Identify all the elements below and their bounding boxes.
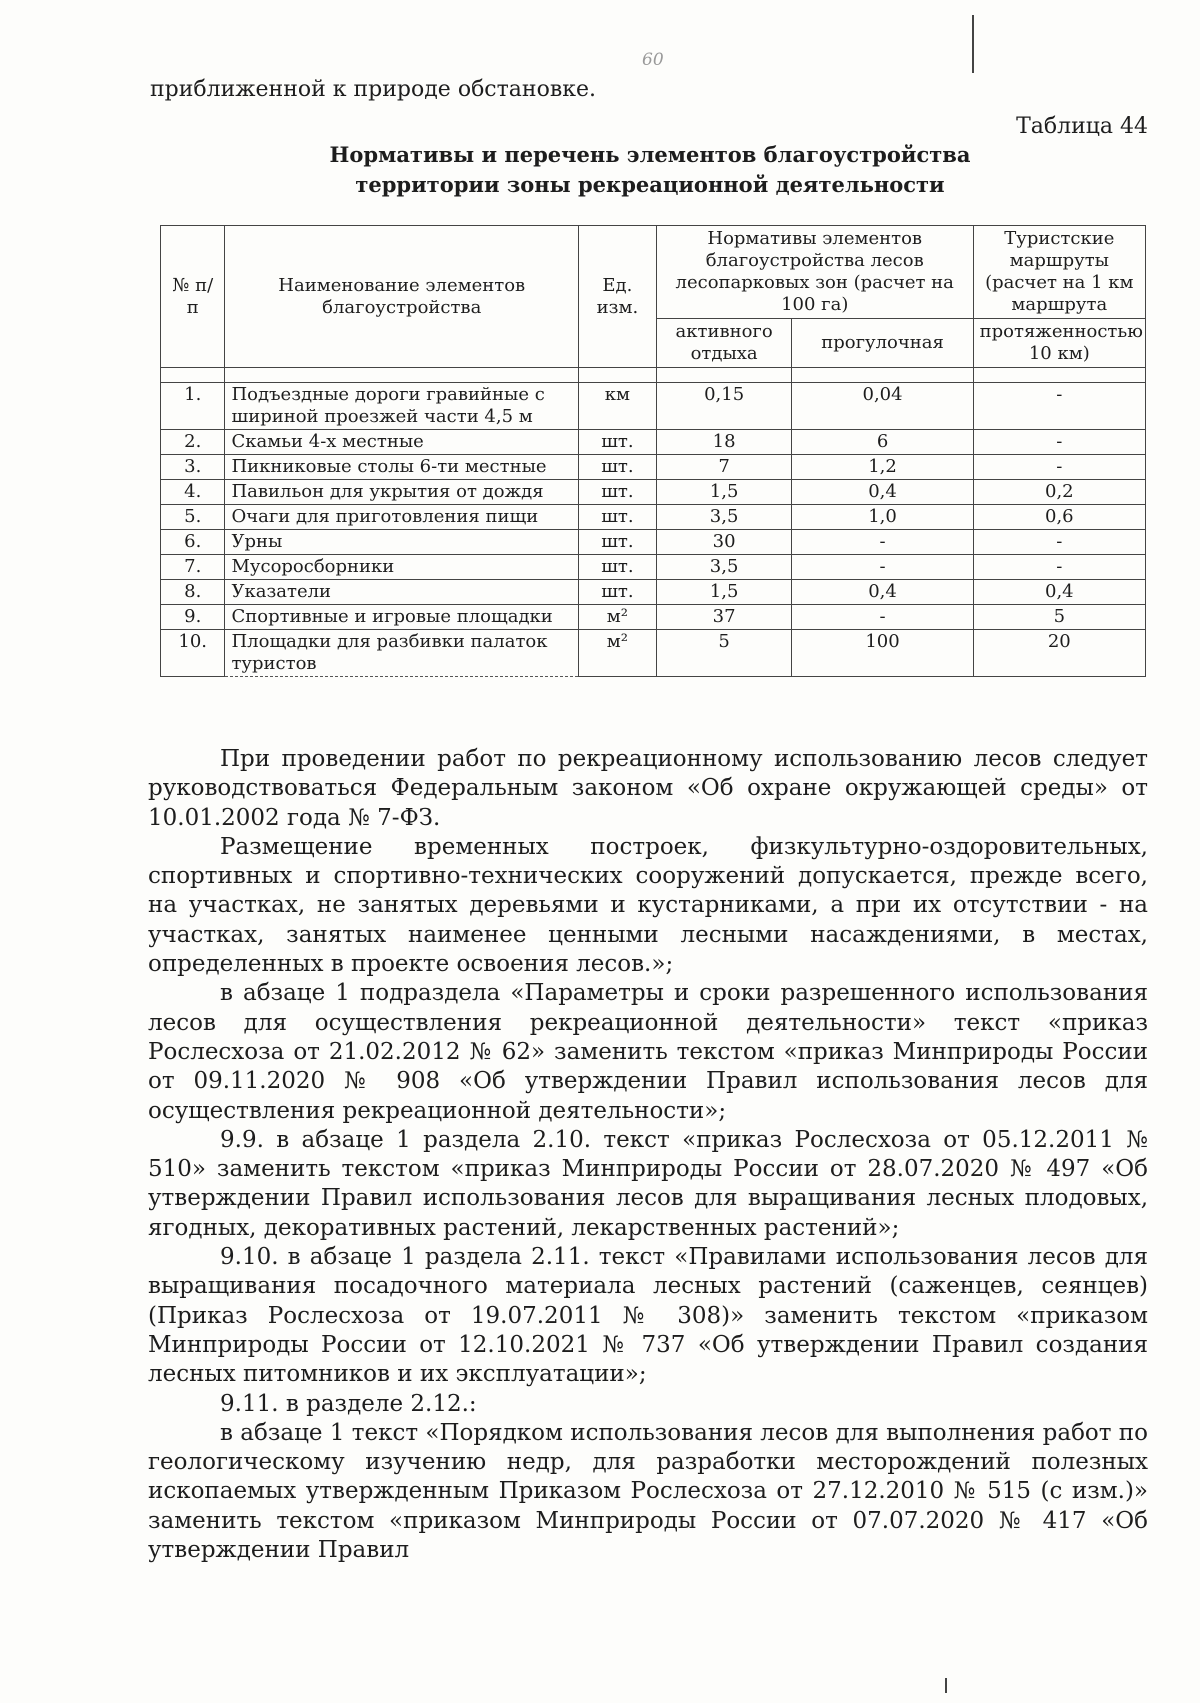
cell-name: Подъездные дороги гравийные с шириной проезжей части 4,5 м — [225, 383, 579, 430]
cell-name: Пикниковые столы 6-ти местные — [225, 455, 579, 480]
scan-artifact-line — [945, 1678, 947, 1693]
cell-active: 5 — [656, 630, 792, 677]
header-name: Наименование элементов благоустройства — [225, 226, 579, 368]
cell-active: 7 — [656, 455, 792, 480]
cell-active: 30 — [656, 530, 792, 555]
table-row — [161, 580, 1146, 605]
table-title-line-2: территории зоны рекреационной деятельности — [355, 172, 945, 197]
cell-unit: шт. — [579, 430, 657, 455]
cell-tourist: - — [973, 555, 1145, 580]
cell-num: 3. — [161, 455, 225, 480]
scan-artifact-line — [972, 15, 974, 73]
paragraph: 9.10. в абзаце 1 раздела 2.11. текст «Правилами использования лесов для выращивания посадочного материала лесных растений (саженцев, сеянцев) (Приказ Рослесхоза от 19.07.2011 № 308)» заменить текстом «приказом Минприроды России от 12.10.2021 № 737 «Об утверждении Правил создания лесных питомников и их эксплуатации»; — [148, 1244, 1148, 1388]
table-title — [150, 140, 1150, 200]
cell-unit: км — [579, 383, 657, 430]
cell-unit: м² — [579, 605, 657, 630]
cell-tourist: - — [973, 430, 1145, 455]
body-text — [148, 745, 1148, 1565]
table-title-line-1: Нормативы и перечень элементов благоустройства — [329, 142, 971, 167]
cell-name: Мусоросборники — [225, 555, 579, 580]
cell-num: 8. — [161, 580, 225, 605]
cell-walking: 0,4 — [792, 580, 973, 605]
cell-tourist: - — [973, 530, 1145, 555]
cell-num: 10. — [161, 630, 225, 677]
paragraph: Размещение временных построек, физкультурно-оздоровительных, спортивных и спортивно-технических сооружений допускается, прежде всего, на участках, не занятых деревьями и кустарниками, а при их отсутствии - на участках, занятых наименее ценными лесными насаждениями, в местах, определенных в проекте освоения лесов.»; — [148, 833, 1148, 978]
header-unit: Ед. изм. — [579, 226, 657, 368]
cell-walking: 1,0 — [792, 505, 973, 530]
cell-active: 3,5 — [656, 555, 792, 580]
cell-unit: шт. — [579, 555, 657, 580]
cell-num: 9. — [161, 605, 225, 630]
paragraph: 9.11. в разделе 2.12.: — [220, 1390, 477, 1417]
cell-walking: 1,2 — [792, 455, 973, 480]
cell-name: Очаги для приготовления пищи — [225, 505, 579, 530]
paragraph: 9.9. в абзаце 1 раздела 2.10. текст «приказ Рослесхоза от 05.12.2011 № 510» заменить текстом «приказ Минприроды России от 28.07.2020 № 497 «Об утверждении Правил использования лесов для выращивания лесных плодовых, ягодных, декоративных растений, лекарственных растений»; — [148, 1126, 1148, 1241]
norms-table — [160, 225, 1146, 677]
cell-tourist: 0,6 — [973, 505, 1145, 530]
table-body — [161, 383, 1146, 677]
page-number: 60 — [642, 50, 664, 70]
cell-active: 1,5 — [656, 580, 792, 605]
cell-walking: - — [792, 555, 973, 580]
cell-name: Площадки для разбивки палаток туристов — [225, 630, 579, 677]
paragraph: При проведении работ по рекреационному использованию лесов следует руководствоваться Федеральным законом «Об охране окружающей среды» от 10.01.2002 года № 7-ФЗ. — [148, 746, 1148, 831]
table-row — [161, 555, 1146, 580]
cell-walking: - — [792, 530, 973, 555]
table-row — [161, 480, 1146, 505]
cell-walking: 0,04 — [792, 383, 973, 430]
cell-num: 6. — [161, 530, 225, 555]
cell-tourist: 0,4 — [973, 580, 1145, 605]
header-spacer-row — [161, 368, 1146, 383]
cell-unit: шт. — [579, 580, 657, 605]
cell-active: 0,15 — [656, 383, 792, 430]
cell-unit: шт. — [579, 480, 657, 505]
cell-name: Урны — [225, 530, 579, 555]
cell-name: Указатели — [225, 580, 579, 605]
header-active-rest: активного отдыха — [656, 319, 792, 368]
cell-tourist: 0,2 — [973, 480, 1145, 505]
cell-walking: 100 — [792, 630, 973, 677]
cell-name: Спортивные и игровые площадки — [225, 605, 579, 630]
cell-num: 5. — [161, 505, 225, 530]
header-forest-norms: Нормативы элементов благоустройства лесов лесопарковых зон (расчет на 100 га) — [656, 226, 973, 319]
cell-unit: шт. — [579, 505, 657, 530]
header-tourist-routes: Туристские маршруты (расчет на 1 км маршрута — [973, 226, 1145, 319]
continuation-line: приближенной к природе обстановке. — [150, 77, 596, 102]
cell-walking: - — [792, 605, 973, 630]
cell-num: 7. — [161, 555, 225, 580]
cell-tourist: - — [973, 383, 1145, 430]
cell-num: 1. — [161, 383, 225, 430]
header-walking: прогулочная — [792, 319, 973, 368]
cell-unit: м² — [579, 630, 657, 677]
table-row — [161, 430, 1146, 455]
cell-num: 2. — [161, 430, 225, 455]
header-num: № п/п — [161, 226, 225, 368]
cell-walking: 6 — [792, 430, 973, 455]
table-row — [161, 455, 1146, 480]
table-number: Таблица 44 — [1016, 114, 1148, 139]
cell-num: 4. — [161, 480, 225, 505]
header-tourist-length: протяженностью 10 км) — [973, 319, 1145, 368]
table-row — [161, 605, 1146, 630]
cell-tourist: - — [973, 455, 1145, 480]
cell-name: Скамьи 4-х местные — [225, 430, 579, 455]
cell-active: 18 — [656, 430, 792, 455]
table-row — [161, 383, 1146, 430]
cell-tourist: 5 — [973, 605, 1145, 630]
table-row — [161, 630, 1146, 677]
cell-walking: 0,4 — [792, 480, 973, 505]
cell-active: 3,5 — [656, 505, 792, 530]
cell-active: 37 — [656, 605, 792, 630]
paragraph: в абзаце 1 текст «Порядком использования лесов для выполнения работ по геологическому изучению недр, для разработки месторождений полезных ископаемых утвержденным Приказом Рослесхоза от 27.12.2010 № 515 (с изм.)» заменить текстом «приказом Минприроды России от 07.07.2020 № 417 «Об утверждении Правил — [148, 1419, 1148, 1564]
cell-tourist: 20 — [973, 630, 1145, 677]
cell-active: 1,5 — [656, 480, 792, 505]
table-row — [161, 530, 1146, 555]
cell-unit: шт. — [579, 530, 657, 555]
table-row — [161, 505, 1146, 530]
cell-name: Павильон для укрытия от дождя — [225, 480, 579, 505]
cell-unit: шт. — [579, 455, 657, 480]
paragraph: в абзаце 1 подраздела «Параметры и сроки разрешенного использования лесов для осуществления рекреационной деятельности» текст «приказ Рослесхоза от 21.02.2012 № 62» заменить текстом «приказ Минприроды России от 09.11.2020 № 908 «Об утверждении Правил использования лесов для осуществления рекреационной деятельности»; — [148, 980, 1148, 1124]
